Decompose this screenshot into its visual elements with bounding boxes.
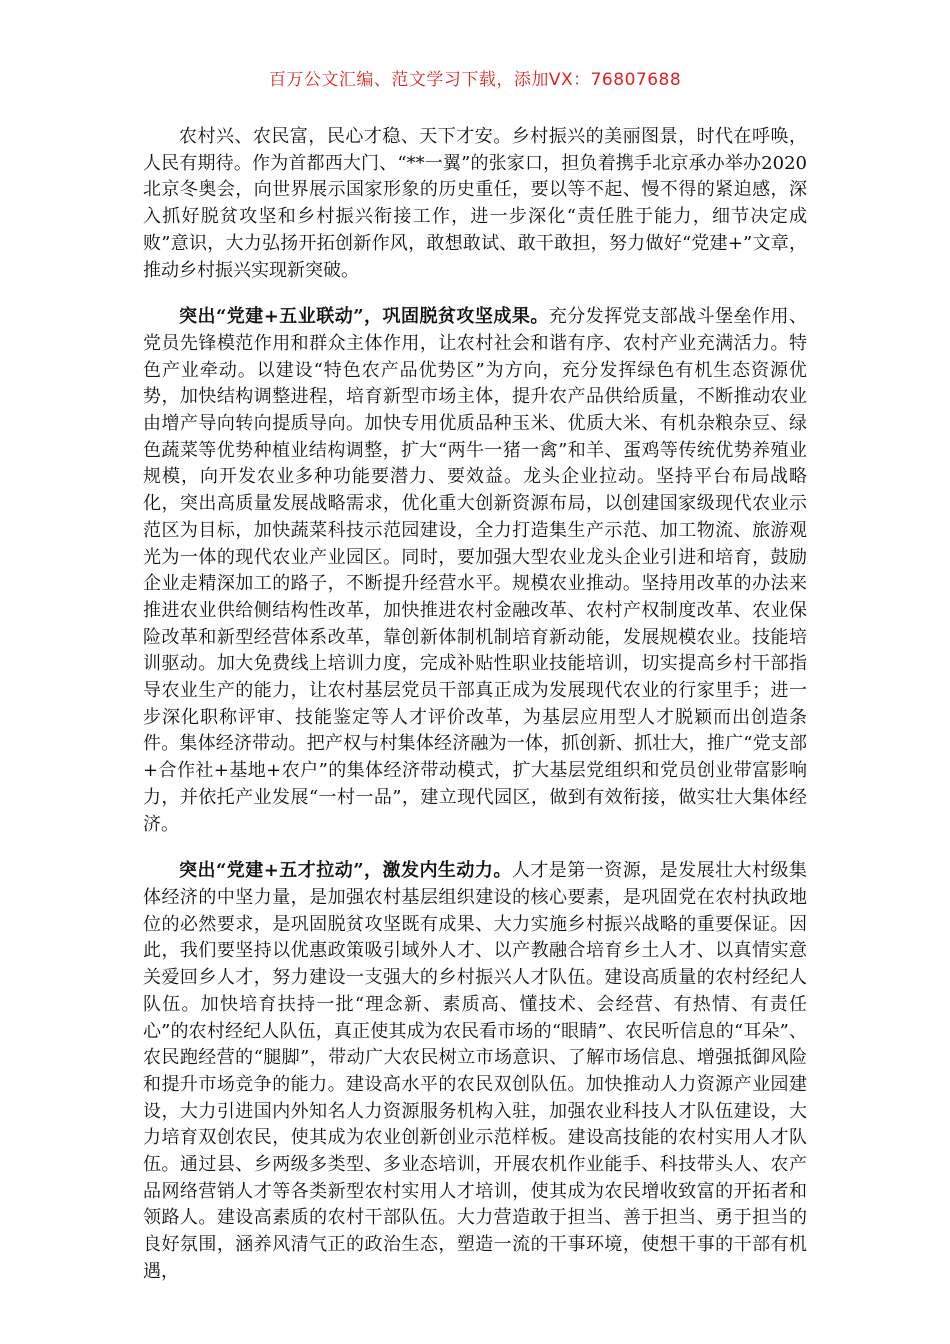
paragraph-five-talents bbox=[143, 858, 807, 1285]
paragraph-text: 充分发挥党支部战斗堡垒作用、党员先锋模范作用和群众主体作用，让农村社会和谐有序、农村产业充满活力。特色产业牵动。以建设“特色农产品优势区”为方向，充分发挥绿色有机生态资源优势，加快结构调整进程，培育新型市场主体，提升农产品供给质量，不断推动农业由增产导向转向提质导向。加快专用优质品种玉米、优质大米、有机杂粮杂豆、绿色蔬菜等优势种植业结构调整，扩大“两牛一猪一禽”和羊、蛋鸡等传统优势养殖业规模，向开发农业多种功能要潜力、要效益。龙头企业拉动。坚持平台布局战略化，突出高质量发展战略需求，优化重大创新资源布局，以创建国家级现代农业示范区为目标，加快蔬菜科技示范园建设，全力打造集生产示范、加工物流、旅游观光为一体的现代农业产业园区。同时，要加强大型农业龙头企业引进和培育，鼓励企业走精深加工的路子，不断提升经营水平。规模农业推动。坚持用改革的办法来推进农业供给侧结构性改革，加快推进农村金融改革、农村产权制度改革、农业保险改革和新型经营体系改革，靠创新体制机制培育新动能，发展规模农业。技能培训驱动。加大免费线上培训力度，完成补贴性职业技能培训，切实提高乡村干部指导农业生产的能力，让农村基层党员干部真正成为发展现代农业的行家里手；进一步深化职称评审、技能鉴定等人才评价改革，为基层应用型人才脱颖而出创造条件。集体经济带动。把产权与村集体经济融为一体，抓创新、抓壮大，推广“党支部+合作社+基地+农户”的集体经济带动模式，扩大基层党组织和党员创业带富影响力，并依托产业发展“一村一品”，建立现代园区，做到有效衔接，做实壮大集体经济。 bbox=[143, 306, 807, 835]
paragraph-text: 人才是第一资源，是发展壮大村级集体经济的中坚力量，是加强农村基层组织建设的核心要素，是巩固党在农村执政地位的必然要求，是巩固脱贫攻坚既有成果、大力实施乡村振兴战略的重要保证。因此，我们要坚持以优惠政策吸引域外人才、以产教融合培育乡土人才、以真情实意关爱回乡人才，努力建设一支强大的乡村振兴人才队伍。建设高质量的农村经纪人队伍。加快培育扶持一批“理念新、素质高、懂技术、会经营、有热情、有责任心”的农村经纪人队伍，真正使其成为农民看市场的“眼睛”、农民听信息的“耳朵”、农民跑经营的“腿脚”，带动广大农民树立市场意识、了解市场信息、增强抵御风险和提升市场竞争的能力。建设高水平的农民双创队伍。加快推动人力资源产业园建设，大力引进国内外知名人力资源服务机构入驻，加强农业科技人才队伍建设，大力培育双创农民，使其成为农业创新创业示范样板。建设高技能的农村实用人才队伍。通过县、乡两级多类型、多业态培训，开展农机作业能手、科技带头人、农产品网络营销人才等各类新型农村实用人才培训，使其成为农民增收致富的开拓者和领路人。建设高素质的农村干部队伍。大力营造敢于担当、善于担当、勇于担当的良好氛围，涵养风清气正的政治生态，塑造一流的干事环境，使想干事的干部有机遇， bbox=[143, 860, 807, 1282]
document-body bbox=[143, 124, 807, 1306]
paragraph-lead: 突出“党建+五业联动”，巩固脱贫攻坚成果。 bbox=[179, 306, 549, 328]
paragraph-lead: 突出“党建+五才拉动”，激发内生动力。 bbox=[179, 860, 512, 882]
header-banner: 百万公文汇编、范文学习下载，添加VX：76807688 bbox=[268, 70, 682, 90]
paragraph-intro bbox=[143, 124, 807, 284]
paragraph-five-industries bbox=[143, 304, 807, 838]
paragraph-text: 农村兴、农民富，民心才稳、天下才安。乡村振兴的美丽图景，时代在呼唤，人民有期待。作为首都西大门、“**一翼”的张家口，担负着携手北京承办举办2020北京冬奥会，向世界展示国家形象的历史重任，要以等不起、慢不得的紧迫感，深入抓好脱贫攻坚和乡村振兴衔接工作，进一步深化“责任胜于能力，细节决定成败”意识，大力弘扬开拓创新作风，敢想敢试、敢干敢担，努力做好“党建+”文章，推动乡村振兴实现新突破。 bbox=[143, 126, 807, 281]
